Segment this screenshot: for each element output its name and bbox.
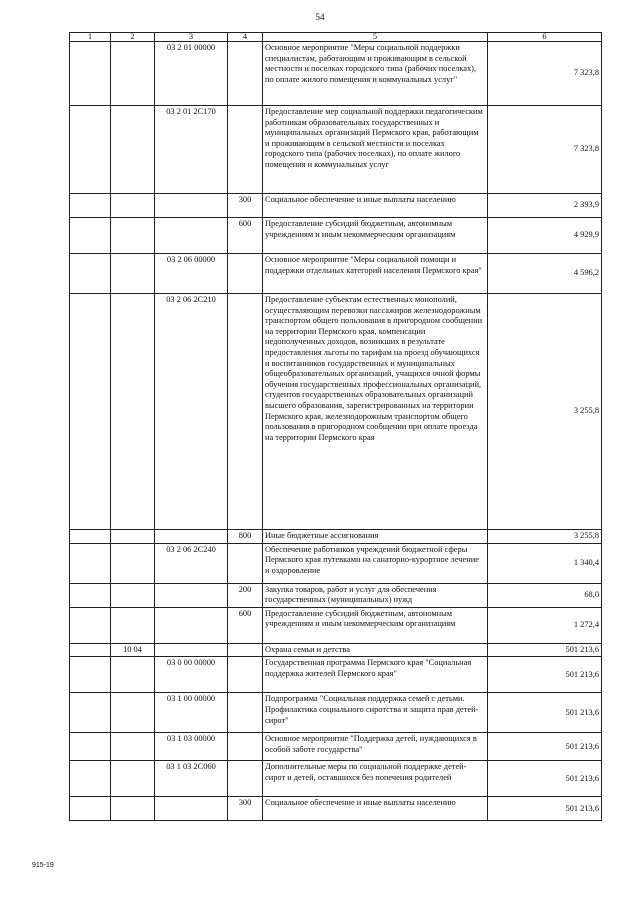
table-cell-c3: 03 2 06 2C240 xyxy=(155,543,228,583)
table-row xyxy=(70,657,602,693)
table-cell-c2 xyxy=(111,530,155,544)
table-cell-c2 xyxy=(111,657,155,693)
table-cell-c1 xyxy=(70,607,111,643)
table-cell-c5: Социальное обеспечение и иные выплаты населению xyxy=(263,797,488,821)
table-cell-c5: Охрана семьи и детства xyxy=(263,643,488,657)
table-cell-c5: Закупка товаров, работ и услуг для обеспечения государственных (муниципальных) нужд xyxy=(263,583,488,607)
table-cell-c4: 800 xyxy=(228,530,263,544)
table-cell-c1 xyxy=(70,106,111,194)
table-row xyxy=(70,607,602,643)
table-cell-c6: 4 929,9 xyxy=(488,218,602,254)
table-row xyxy=(70,643,602,657)
header-cell: 1 xyxy=(70,33,111,42)
table-row xyxy=(70,218,602,254)
table-row xyxy=(70,761,602,797)
table-cell-c2 xyxy=(111,294,155,530)
table-cell-c4: 200 xyxy=(228,583,263,607)
table-cell-c2 xyxy=(111,733,155,761)
table-cell-c2 xyxy=(111,543,155,583)
table-cell-c3 xyxy=(155,643,228,657)
table-cell-c2 xyxy=(111,218,155,254)
table-cell-c3: 03 0 00 00000 xyxy=(155,657,228,693)
table-cell-c2 xyxy=(111,693,155,733)
table-cell-c3 xyxy=(155,530,228,544)
table-cell-c4 xyxy=(228,294,263,530)
table-cell-c1 xyxy=(70,797,111,821)
header-cell: 5 xyxy=(263,33,488,42)
table-cell-c4: 300 xyxy=(228,797,263,821)
table-cell-c3 xyxy=(155,583,228,607)
table-cell-c2 xyxy=(111,583,155,607)
table-cell-c1 xyxy=(70,42,111,106)
table-cell-c5: Предоставление субсидий бюджетным, автономным учреждениям и иным некоммерческим организациям xyxy=(263,218,488,254)
table-cell-c4 xyxy=(228,733,263,761)
table-row xyxy=(70,733,602,761)
table-cell-c6: 68,0 xyxy=(488,583,602,607)
table-cell-c3 xyxy=(155,797,228,821)
table-cell-c2 xyxy=(111,797,155,821)
table-row xyxy=(70,543,602,583)
table-cell-c1 xyxy=(70,543,111,583)
table-cell-c5: Обеспечение работников учреждений бюджетной сферы Пермского края путевками на санаторно-курортное лечение и оздоровление xyxy=(263,543,488,583)
table-cell-c2: 10 04 xyxy=(111,643,155,657)
table-cell-c4: 600 xyxy=(228,607,263,643)
table-row xyxy=(70,583,602,607)
table-cell-c6: 501 213,6 xyxy=(488,761,602,797)
table-cell-c1 xyxy=(70,254,111,294)
table-cell-c4 xyxy=(228,543,263,583)
table-cell-c5: Основное мероприятие "Меры социальной помощи и поддержки отдельных категорий населения Пермского края" xyxy=(263,254,488,294)
table-cell-c2 xyxy=(111,42,155,106)
table-cell-c3: 03 2 06 00000 xyxy=(155,254,228,294)
table-cell-c1 xyxy=(70,583,111,607)
table-cell-c1 xyxy=(70,657,111,693)
table-cell-c5: Иные бюджетные ассигнования xyxy=(263,530,488,544)
table-cell-c3: 03 2 01 2C170 xyxy=(155,106,228,194)
table-cell-c1 xyxy=(70,643,111,657)
table-cell-c4 xyxy=(228,761,263,797)
table-cell-c5: Основное мероприятие "Меры социальной поддержки специалистам, работающим и проживающим в сельской местности и поселках городского типа (рабочих поселках), по оплате жилого помещения и коммунальных услуг" xyxy=(263,42,488,106)
table-cell-c6: 1 272,4 xyxy=(488,607,602,643)
table-row xyxy=(70,194,602,218)
table-cell-c3: 03 2 06 2C210 xyxy=(155,294,228,530)
table-cell-c5: Предоставление субъектам естественных монополий, осуществляющим перевозки пассажиров железнодорожным транспортом общего пользования в пригородном сообщении на территории Пермского края, компенсации недополученных доходов, возникших в результате предоставления льготы по тарифам на проезд обучающихся и воспитанников государственных и муниципальных общеобразовательных организаций, учащихся очной формы обучения государственных профессиональных организаций, студентов государственных образовательных организаций высшего образования, зарегистрированных на территории Пермского края, железнодорожным транспортом общего пользования в пригородном сообщении при оплате проезда на территории Пермского края xyxy=(263,294,488,530)
table-cell-c1 xyxy=(70,294,111,530)
table-cell-c6: 501 213,6 xyxy=(488,693,602,733)
header-cell: 3 xyxy=(155,33,228,42)
table-cell-c6: 1 340,4 xyxy=(488,543,602,583)
table-cell-c5: Государственная программа Пермского края "Социальная поддержка жителей Пермского края" xyxy=(263,657,488,693)
table-row xyxy=(70,106,602,194)
table-cell-c1 xyxy=(70,693,111,733)
table-cell-c6: 3 255,8 xyxy=(488,294,602,530)
table-cell-c6: 501 213,6 xyxy=(488,643,602,657)
table-cell-c4 xyxy=(228,643,263,657)
table-cell-c2 xyxy=(111,761,155,797)
table-cell-c5: Социальное обеспечение и иные выплаты населению xyxy=(263,194,488,218)
header-cell: 6 xyxy=(488,33,602,42)
table-cell-c5: Предоставление субсидий бюджетным, автономным учреждениям и иным некоммерческим организациям xyxy=(263,607,488,643)
table-cell-c4 xyxy=(228,693,263,733)
table-cell-c1 xyxy=(70,194,111,218)
table-cell-c5: Дополнительные меры по социальной поддержке детей-сирот и детей, оставшихся без попечения родителей xyxy=(263,761,488,797)
table-cell-c6: 501 213,6 xyxy=(488,657,602,693)
page-number: 54 xyxy=(315,12,325,22)
table-cell-c6: 3 255,8 xyxy=(488,530,602,544)
table-cell-c6: 7 323,8 xyxy=(488,106,602,194)
table-cell-c4 xyxy=(228,42,263,106)
table-cell-c4 xyxy=(228,254,263,294)
table-cell-c6: 501 213,6 xyxy=(488,797,602,821)
budget-table xyxy=(69,32,602,821)
table-cell-c2 xyxy=(111,607,155,643)
table-cell-c4: 600 xyxy=(228,218,263,254)
table-cell-c2 xyxy=(111,254,155,294)
table-cell-c3 xyxy=(155,607,228,643)
table-row xyxy=(70,797,602,821)
table-cell-c1 xyxy=(70,761,111,797)
table-row xyxy=(70,693,602,733)
table-cell-c3: 03 1 03 00000 xyxy=(155,733,228,761)
table-row xyxy=(70,294,602,530)
table-row xyxy=(70,530,602,544)
header-cell: 2 xyxy=(111,33,155,42)
table-cell-c1 xyxy=(70,218,111,254)
table-cell-c6: 501 213,6 xyxy=(488,733,602,761)
table-cell-c3 xyxy=(155,194,228,218)
table-cell-c2 xyxy=(111,106,155,194)
table-cell-c3: 03 1 00 00000 xyxy=(155,693,228,733)
table-header-row xyxy=(70,33,602,42)
table-cell-c3: 03 2 01 00000 xyxy=(155,42,228,106)
table-cell-c6: 7 323,8 xyxy=(488,42,602,106)
table-cell-c5: Подпрограмма "Социальная поддержка семей с детьми. Профилактика социального сиротства и защита прав детей-сирот" xyxy=(263,693,488,733)
table-cell-c1 xyxy=(70,733,111,761)
table-cell-c4 xyxy=(228,657,263,693)
table-row xyxy=(70,42,602,106)
table-cell-c3: 03 1 03 2C060 xyxy=(155,761,228,797)
document-code: 915-19 xyxy=(32,862,54,869)
table-row xyxy=(70,254,602,294)
table-cell-c4 xyxy=(228,106,263,194)
header-cell: 4 xyxy=(228,33,263,42)
table-cell-c2 xyxy=(111,194,155,218)
table-cell-c1 xyxy=(70,530,111,544)
table-cell-c5: Предоставление мер социальной поддержки педагогическим работникам образовательных государственных и муниципальных организаций Пермского края, работающим и проживающим в сельской местности и поселках городского типа (рабочих поселках), по оплате жилого помещения и коммунальных услуг xyxy=(263,106,488,194)
table-cell-c6: 2 393,9 xyxy=(488,194,602,218)
table-cell-c5: Основное мероприятие "Поддержка детей, нуждающихся в особой заботе государства" xyxy=(263,733,488,761)
table-cell-c4: 300 xyxy=(228,194,263,218)
table-cell-c6: 4 596,2 xyxy=(488,254,602,294)
table-cell-c3 xyxy=(155,218,228,254)
